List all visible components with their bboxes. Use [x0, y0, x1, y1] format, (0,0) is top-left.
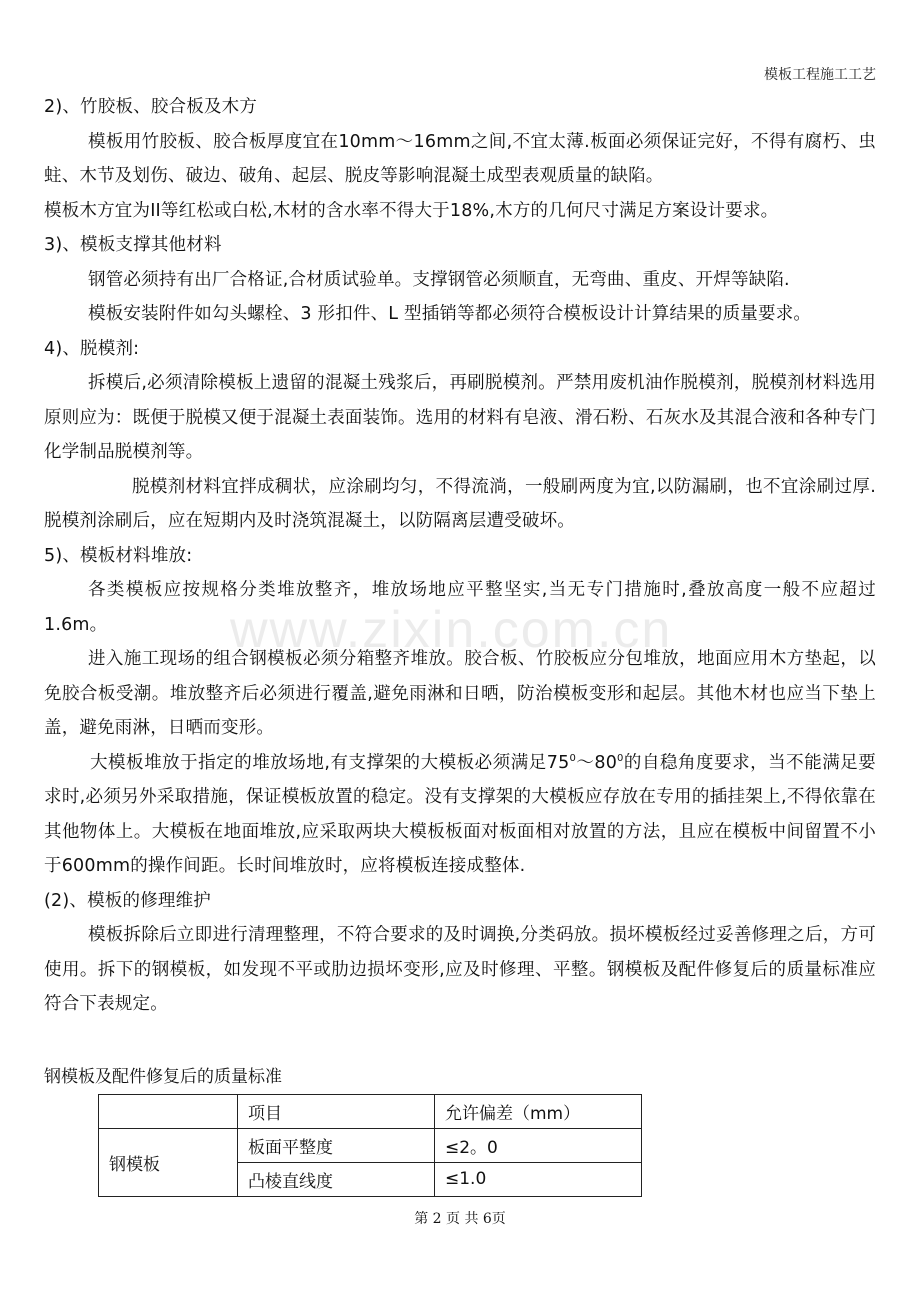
- paragraph: 脱模剂材料宜拌成稠状，应涂刷均匀，不得流淌，一般刷两度为宜,以防漏刷，也不宜涂刷过厚.脱模剂涂刷后，应在短期内及时浇筑混凝土，以防隔离层遭受破坏。: [44, 476, 876, 531]
- paragraph-part: 的自稳角度要求，当不能满足要求时,必须另外采取措施，保证模板放置的稳定。没有支撑架的大模板应存放在专用的插挂架上,不得依靠在其他物体上。大模板在地面堆放,应采取两块大模板板面对板面相对放置的方法，且应在模板中间留置不小于600mm的操作间距。长时间堆放时，应将模板连接成整体.: [44, 752, 876, 876]
- table-cell: 板面平整度: [238, 1128, 435, 1162]
- table-header-cell: 项目: [238, 1094, 435, 1128]
- paragraph: 进入施工现场的组合钢模板必须分箱整齐堆放。胶合板、竹胶板应分包堆放，地面应用木方垫起，以免胶合板受潮。堆放整齐后必须进行覆盖,避免雨淋和日晒，防治模板变形和起层。其他木材也应当下垫上盖，避免雨淋，日晒而变形。: [44, 649, 876, 738]
- watermark: www.zixin.com.cn: [230, 601, 673, 659]
- table-header-cell: [99, 1094, 238, 1128]
- angle-separator: ～: [576, 752, 595, 773]
- paragraph: 模板拆除后立即进行清理整理，不符合要求的及时调换,分类码放。损坏模板经过妥善修理之后，方可使用。拆下的钢模板，如发现不平或肋边损坏变形,应及时修理、平整。钢模板及配件修复后的质量标准应符合下表规定。: [44, 925, 876, 1014]
- paragraph-large-formwork: [44, 746, 876, 884]
- angle-value: 80: [594, 752, 618, 773]
- document-body: [44, 90, 876, 1197]
- running-header: 模板工程施工工艺: [764, 67, 876, 83]
- paragraph: 模板木方宜为II等红松或白松,木材的含水率不得大于18%,木方的几何尺寸满足方案设计要求。: [44, 200, 779, 221]
- section-heading-repair: (2)、模板的修理维护: [44, 890, 211, 911]
- paragraph: 模板用竹胶板、胶合板厚度宜在10mm～16mm之间,不宜太薄.板面必须保证完好，不得有腐朽、虫蛀、木节及划伤、破边、破角、起层、脱皮等影响混凝土成型表观质量的缺陷。: [44, 131, 876, 186]
- table-header-row: [99, 1094, 642, 1128]
- degree-mark: 0: [569, 752, 577, 764]
- table-group-cell: 钢模板: [99, 1128, 238, 1196]
- section-heading-2: 2)、竹胶板、胶合板及木方: [44, 97, 258, 117]
- section-heading-4: 4)、脱模剂:: [44, 338, 140, 359]
- table-cell: 凸棱直线度: [238, 1162, 435, 1196]
- table-cell: ≤1.0: [435, 1162, 642, 1196]
- paragraph: 拆模后,必须清除模板上遗留的混凝土残浆后，再刷脱模剂。严禁用废机油作脱模剂，脱模剂材料选用原则应为：既便于脱模又便于混凝土表面装饰。选用的材料有皂液、滑石粉、石灰水及其混合液和各种专门化学制品脱模剂等。: [44, 373, 876, 462]
- paragraph: 各类模板应按规格分类堆放整齐，堆放场地应平整坚实,当无专门措施时,叠放高度一般不应超过1.6m。: [44, 580, 876, 635]
- table-caption: 钢模板及配件修复后的质量标准: [44, 1066, 282, 1087]
- paragraph-part: 大模板堆放于指定的堆放场地,有支撑架的大模板必须满足: [90, 752, 547, 773]
- table-header-cell: 允许偏差（mm）: [435, 1094, 642, 1128]
- table-row: [99, 1128, 642, 1162]
- page-footer: 第 2 页 共 6页: [414, 1211, 506, 1227]
- degree-mark: 0: [617, 752, 624, 764]
- paragraph: 钢管必须持有出厂合格证,合材质试验单。支撑钢管必须顺直，无弯曲、重皮、开焊等缺陷.: [88, 269, 790, 290]
- section-heading-5: 5)、模板材料堆放:: [44, 545, 193, 566]
- section-heading-3: 3)、模板支撑其他材料: [44, 235, 222, 255]
- quality-standard-table: [98, 1094, 642, 1197]
- paragraph: 模板安装附件如勾头螺栓、3 形扣件、L 型插销等都必须符合模板设计计算结果的质量要求。: [88, 304, 812, 324]
- angle-value: 75: [546, 752, 570, 773]
- table-cell: ≤2。0: [435, 1128, 642, 1162]
